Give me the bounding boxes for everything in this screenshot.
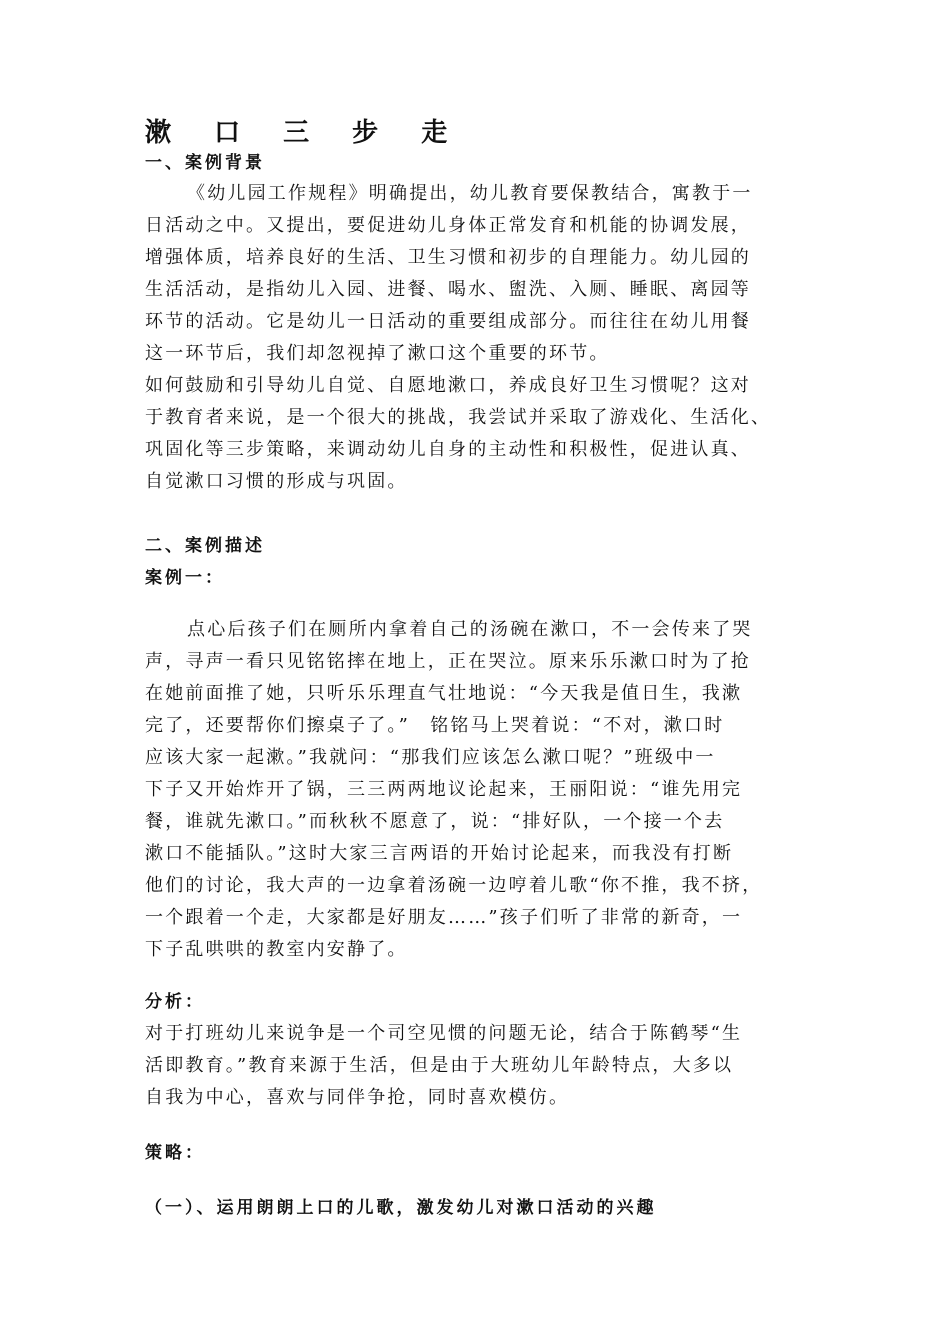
text-line: 声，寻声一看只见铭铭摔在地上，正在哭泣。原来乐乐漱口时为了抢 [145,651,751,672]
text-line: 在她前面推了她，只听乐乐理直气壮地说：“今天我是值日生，我漱 [145,683,743,704]
text-line: 点心后孩子们在厕所内拿着自己的汤碗在漱口，不一会传来了哭 [187,619,753,640]
document-title: 漱 口 三 步 走 [145,118,465,148]
text-line: 如何鼓励和引导幼儿自觉、自愿地漱口，养成良好卫生习惯呢？这对 [145,375,751,396]
strategy-heading: 策略： [145,1143,205,1163]
case-one-paragraph [145,614,835,966]
text-line: 下子乱哄哄的教室内安静了。 [145,939,408,960]
case-one-heading: 案例一： [145,568,225,588]
text-line: 对于打班幼儿来说争是一个司空见惯的问题无论，结合于陈鹤琴“生 [145,1023,743,1044]
background-paragraph-2 [145,370,835,498]
text-line: 餐，谁就先漱口。”而秋秋不愿意了，说：“排好队，一个接一个去 [145,811,725,832]
strategy-one-heading: （一）、运用朗朗上口的儿歌，激发幼儿对漱口活动的兴趣 [145,1198,657,1218]
text-line: 《幼儿园工作规程》明确提出，幼儿教育要保教结合，寓教于一 [187,183,753,204]
text-line: 一个跟着一个走，大家都是好朋友……”孩子们听了非常的新奇，一 [145,907,743,928]
text-line: 日活动之中。又提出，要促进幼儿身体正常发育和机能的协调发展， [145,215,751,236]
text-line: 应该大家一起漱。”我就问：“那我们应该怎么漱口呢？”班级中一 [145,747,716,768]
text-line: 自觉漱口习惯的形成与巩固。 [145,471,408,492]
text-line: 完了，还要帮你们擦桌子了。” 铭铭马上哭着说：“不对，漱口时 [145,715,725,736]
text-line: 生活活动，是指幼儿入园、进餐、喝水、盥洗、入厕、睡眠、离园等 [145,279,751,300]
text-line: 环节的活动。它是幼儿一日活动的重要组成部分。而往往在幼儿用餐 [145,311,751,332]
text-line: 巩固化等三步策略，来调动幼儿自身的主动性和积极性，促进认真、 [145,439,751,460]
background-paragraph-1 [145,178,835,370]
text-line: 于教育者来说，是一个很大的挑战，我尝试并采取了游戏化、生活化、 [145,407,772,428]
text-line: 漱口不能插队。”这时大家三言两语的开始讨论起来，而我没有打断 [145,843,734,864]
text-line: 他们的讨论，我大声的一边拿着汤碗一边哼着儿歌“你不推，我不挤， [145,875,763,896]
section-heading-background: 一、案例背景 [145,153,265,173]
text-line: 增强体质，培养良好的生活、卫生习惯和初步的自理能力。幼儿园的 [145,247,751,268]
text-line: 这一环节后，我们却忽视掉了漱口这个重要的环节。 [145,343,610,364]
analysis-heading: 分析： [145,992,205,1012]
text-line: 活即教育。”教育来源于生活，但是由于大班幼儿年龄特点，大多以 [145,1055,734,1076]
section-heading-description: 二、案例描述 [145,536,265,556]
text-line: 自我为中心，喜欢与同伴争抢，同时喜欢模仿。 [145,1087,570,1108]
analysis-paragraph [145,1018,835,1114]
text-line: 下子又开始炸开了锅，三三两两地议论起来，王丽阳说：“谁先用完 [145,779,743,800]
